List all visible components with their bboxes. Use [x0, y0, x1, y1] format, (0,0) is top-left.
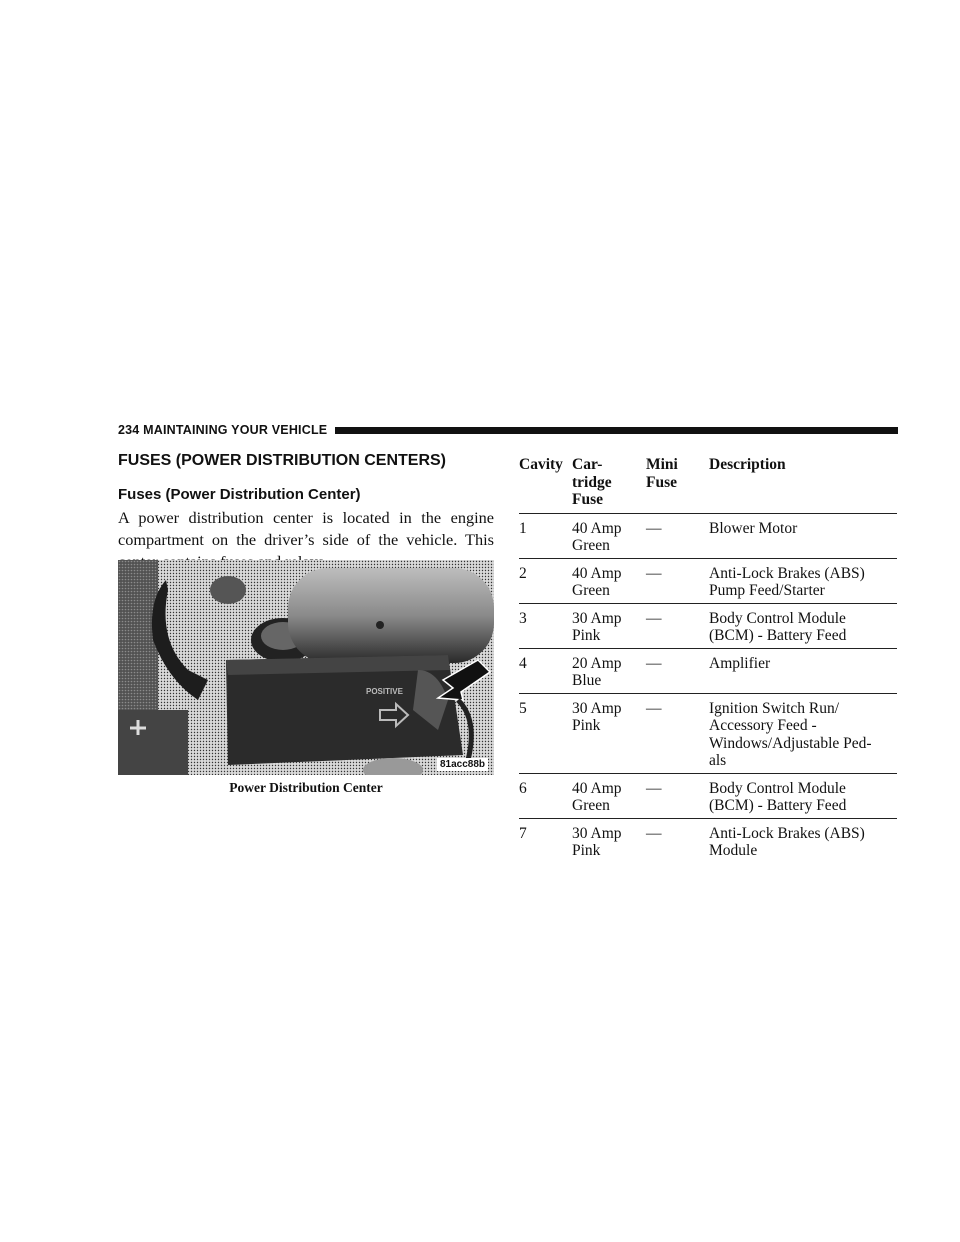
- table-row: [519, 514, 897, 559]
- table-row: [519, 649, 897, 694]
- section-title: FUSES (POWER DISTRIBUTION CENTERS): [118, 452, 447, 469]
- cell-mini: —: [646, 519, 662, 537]
- cell-description: Body Control Module (BCM) - Battery Feed: [709, 609, 847, 644]
- section-subtitle: Fuses (Power Distribution Center): [118, 486, 361, 503]
- header-cartridge: Car- tridge Fuse: [572, 456, 612, 508]
- cell-cartridge: 40 Amp Green: [572, 564, 622, 599]
- cell-mini: —: [646, 609, 662, 627]
- table-row: [519, 604, 897, 649]
- header-cavity: Cavity: [519, 456, 563, 473]
- cell-cavity: 1: [519, 519, 527, 537]
- figure-caption: Power Distribution Center: [229, 780, 383, 795]
- cell-description: Body Control Module (BCM) - Battery Feed: [709, 779, 847, 814]
- cell-mini: —: [646, 654, 662, 672]
- cell-description: Ignition Switch Run/ Accessory Feed - Windows/Adjustable Ped- als: [709, 699, 872, 769]
- cell-cartridge: 30 Amp Pink: [572, 824, 622, 859]
- table-row: [519, 694, 897, 774]
- cell-cartridge: 30 Amp Pink: [572, 699, 622, 734]
- table-row: [519, 559, 897, 604]
- header-description: Description: [709, 456, 786, 473]
- fuse-table: [519, 456, 897, 863]
- engine-photo: [118, 560, 494, 775]
- image-code: 81acc88b: [437, 758, 488, 771]
- table-header-row: [519, 456, 897, 514]
- cell-cavity: 6: [519, 779, 527, 797]
- cell-description: Blower Motor: [709, 519, 798, 537]
- cell-mini: —: [646, 699, 662, 717]
- cell-cartridge: 20 Amp Blue: [572, 654, 622, 689]
- left-column: [118, 452, 494, 573]
- cell-description: Anti-Lock Brakes (ABS) Pump Feed/Starter: [709, 564, 865, 599]
- cell-mini: —: [646, 564, 662, 582]
- cell-cavity: 5: [519, 699, 527, 717]
- cell-mini: —: [646, 779, 662, 797]
- cell-description: Anti-Lock Brakes (ABS) Module: [709, 824, 865, 859]
- embossed-label: POSITIVE: [366, 687, 403, 696]
- cell-cartridge: 40 Amp Green: [572, 779, 622, 814]
- header-rule: [335, 427, 898, 434]
- cell-cavity: 2: [519, 564, 527, 582]
- cell-mini: —: [646, 824, 662, 842]
- cell-cartridge: 30 Amp Pink: [572, 609, 622, 644]
- table-row: [519, 774, 897, 819]
- intro-paragraph: A power distribution center is located in the engine compartment on the driver’s side of the vehicle. This: [118, 508, 494, 549]
- page-header: [118, 420, 898, 440]
- header-mini: Mini Fuse: [646, 456, 678, 491]
- cell-cartridge: 40 Amp Green: [572, 519, 622, 554]
- table-row: [519, 819, 897, 863]
- cell-description: Amplifier: [709, 654, 771, 672]
- cell-cavity: 4: [519, 654, 527, 672]
- page-number-label: 234 MAINTAINING YOUR VEHICLE: [118, 423, 328, 437]
- cell-cavity: 7: [519, 824, 527, 842]
- cell-cavity: 3: [519, 609, 527, 627]
